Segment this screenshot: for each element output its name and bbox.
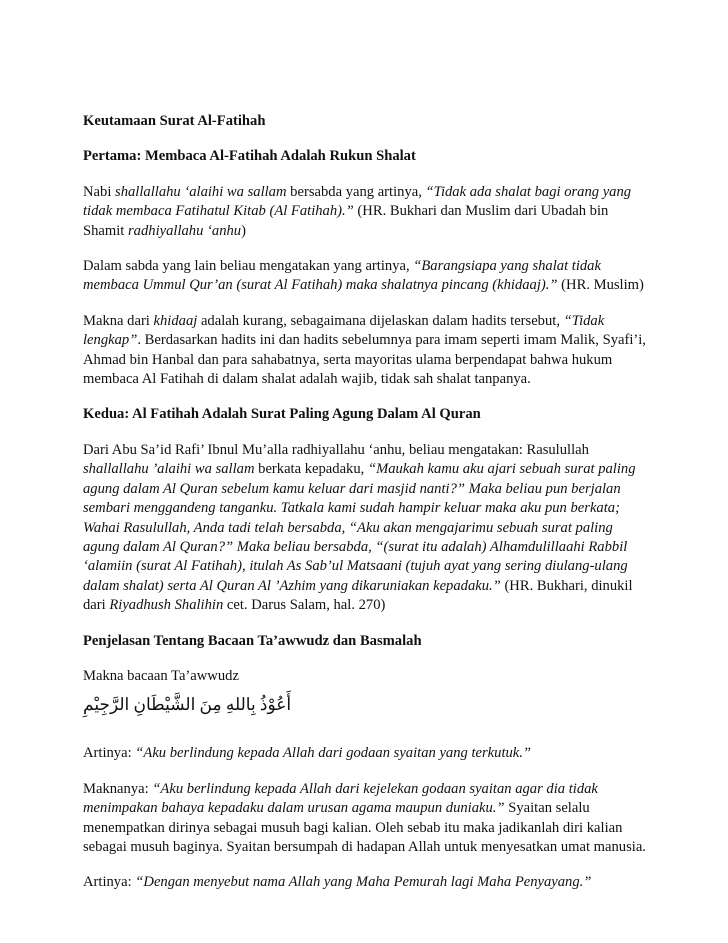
text-run: cet. Darus Salam, hal. 270) xyxy=(223,597,386,614)
text-run: “Maukah kamu aku ajari sebuah surat paling agung dalam Al Quran sebelum kamu keluar dari masjid nanti?” Maka beliau pun berjalan sembari menggandeng tanganku. Tatkala kami sudah hampir keluar maka aku pun berkata; Wahai Rasulullah, Anda tadi telah bersabda, “Aku akan mengajarimu sebuah surat paling agung dalam Al Quran?” Maka beliau bersabda, “(surat itu adalah) Alhamdulillaahi Rabbil ‘alamiin (surat Al Fatihah), itulah As Sab’ul Matsaani (tujuh ayat yang sering diulang-ulang dalam shalat) serta Al Quran Al ’Azhim yang dikaruniakan kepadaku.” xyxy=(83,461,636,594)
paragraph-1 xyxy=(83,183,649,241)
paragraph-6 xyxy=(83,744,649,763)
paragraph-8 xyxy=(83,873,649,892)
section-heading-1: Pertama: Membaca Al-Fatihah Adalah Rukun Shalat xyxy=(83,148,416,165)
text-run: (HR. Muslim) xyxy=(557,277,644,294)
text-run: Maknanya: xyxy=(83,780,153,797)
text-run: Dalam sabda yang lain beliau mengatakan yang artinya, xyxy=(83,258,414,275)
text-run: (HR. Bukhari dan Muslim dari Ubadah bin Shamit xyxy=(83,203,609,239)
text-run: Nabi xyxy=(83,183,116,200)
paragraph-7 xyxy=(83,780,649,858)
text-run: “Barangsiapa yang shalat tidak membaca Ummul Qur’an (surat Al Fatihah) maka shalatnya pincang (khidaaj).” xyxy=(83,258,601,294)
text-run: ) xyxy=(241,222,246,239)
text-run: “Aku berlindung kepada Allah dari godaan syaitan yang terkutuk.” xyxy=(135,745,532,762)
text-run: berkata kepadaku, xyxy=(254,461,368,478)
text-run: shallallahu ’alaihi wa sallam xyxy=(83,461,255,478)
paragraph-2 xyxy=(83,257,649,296)
text-run: Artinya: xyxy=(83,874,136,891)
text-run: bersabda yang artinya, xyxy=(286,183,426,200)
document-page xyxy=(83,112,649,909)
text-run: Artinya: xyxy=(83,745,136,762)
paragraph-5: Makna bacaan Ta’awwudz xyxy=(83,667,239,684)
text-run: (HR. Bukhari, dinukil dari xyxy=(83,577,633,614)
arabic-taawwudz: أَعُوْذُ بِاللهِ مِنَ الشَّيْطَانِ الرَّجِيْمِ xyxy=(83,695,292,715)
text-run: adalah kurang, sebagaimana dijelaskan dalam hadits tersebut, xyxy=(197,312,564,329)
text-run: shallallahu ‘alaihi wa sallam xyxy=(115,183,287,200)
text-run: Riyadhush Shalihin xyxy=(109,597,224,614)
text-run: Makna dari xyxy=(83,312,154,329)
arabic-line xyxy=(83,694,649,730)
text-run: khidaaj xyxy=(153,312,198,329)
section-heading-3: Penjelasan Tentang Bacaan Ta’awwudz dan Basmalah xyxy=(83,632,422,649)
section-heading-2: Kedua: Al Fatihah Adalah Surat Paling Agung Dalam Al Quran xyxy=(83,406,481,423)
text-run: . Berdasarkan hadits ini dan hadits sebelumnya para imam seperti imam Malik, Syafi’i, Ahmad bin Hanbal dan para sahabatnya, serta mayoritas ulama berpendapat bahwa hukum membaca Al Fatihah di dalam shalat adalah wajib, tidak sah shalat tanpanya. xyxy=(83,332,646,388)
document-title: Keutamaan Surat Al-Fatihah xyxy=(83,113,266,129)
text-run: “Aku berlindung kepada Allah dari kejelekan godaan syaitan agar dia tidak menimpakan bahaya kepadaku dalam urusan agama maupun duniaku.” xyxy=(83,780,598,817)
paragraph-3 xyxy=(83,312,649,390)
text-run: radhiyallahu ‘anhu xyxy=(128,222,242,239)
text-run: Syaitan selalu menempatkan dirinya sebagai musuh bagi kalian. Oleh sebab itu maka jadikanlah diri kalian sebagai musuh baginya. Syaitan bersumpah di hadapan Allah untuk menyesatkan umat manusia. xyxy=(83,800,646,855)
text-run: Dari Abu Sa’id Rafi’ Ibnul Mu’alla radhiyallahu ‘anhu, beliau mengatakan: Rasulullah xyxy=(83,441,589,458)
text-run: “Dengan menyebut nama Allah yang Maha Pemurah lagi Maha Penyayang.” xyxy=(135,874,592,891)
paragraph-4 xyxy=(83,441,649,616)
text-run: “Tidak ada shalat bagi orang yang tidak membaca Fatihatul Kitab (Al Fatihah).” xyxy=(83,183,632,220)
text-run: “Tidak lengkap” xyxy=(83,312,605,349)
